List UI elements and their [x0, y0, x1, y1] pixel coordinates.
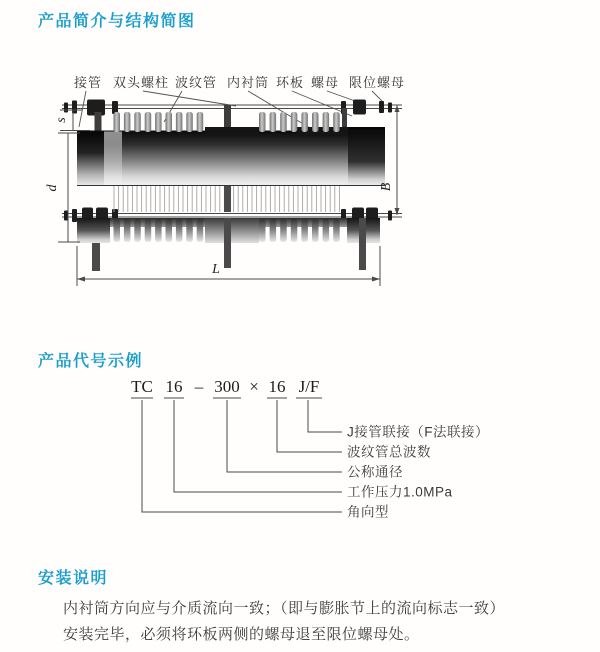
install-instructions	[63, 596, 505, 648]
bellows-crests-bottom-left	[114, 219, 204, 242]
code-seg-16b: 16	[268, 377, 286, 396]
code-seg-16a: 16	[165, 377, 183, 396]
label-neichentong: 内衬筒	[226, 75, 270, 90]
code-seg-tc: TC	[131, 377, 153, 396]
dim-B: B	[379, 182, 394, 192]
section-title-intro: 产品简介与结构简图	[38, 13, 196, 30]
label-luomu: 螺母	[310, 75, 340, 90]
code-seg-x: ×	[249, 377, 259, 396]
install-line-1: 内衬筒方向应与介质流向一致；（即与膨胀节上的流向标志一致）	[63, 600, 506, 617]
label-shuangtou: 双头螺柱	[112, 75, 170, 90]
dim-d: d	[45, 184, 60, 192]
label-huanban: 环板	[275, 75, 305, 90]
bellows-crests-left	[114, 112, 204, 132]
structure-diagram	[0, 55, 600, 320]
callout-connection: J接管联接（F法联接）	[347, 424, 489, 440]
callout-type: 角向型	[347, 504, 389, 520]
callout-labels	[347, 424, 489, 520]
label-jieguan: 接管	[73, 75, 103, 90]
label-xianwei: 限位螺母	[348, 75, 406, 90]
callout-pressure: 工作压力1.0MPa	[347, 484, 453, 500]
code-segments	[131, 377, 319, 396]
product-code-diagram	[0, 370, 600, 530]
code-seg-jf: J/F	[298, 377, 320, 396]
label-bowenguan: 波纹管	[174, 75, 218, 90]
part-labels	[74, 75, 405, 90]
dim-s: s	[54, 117, 69, 123]
callout-diameter: 公称通径	[347, 464, 403, 480]
section-title-code: 产品代号示例	[38, 353, 144, 370]
section-title-install: 安装说明	[38, 570, 109, 587]
dim-L: L	[212, 262, 220, 277]
code-seg-300: 300	[214, 377, 240, 396]
callout-connectors	[142, 400, 342, 512]
callout-waves: 波纹管总波数	[347, 444, 431, 460]
install-line-2: 安装完毕，必须将环板两侧的螺母退至限位螺母处。	[63, 626, 420, 643]
code-seg-dash: –	[194, 377, 204, 396]
